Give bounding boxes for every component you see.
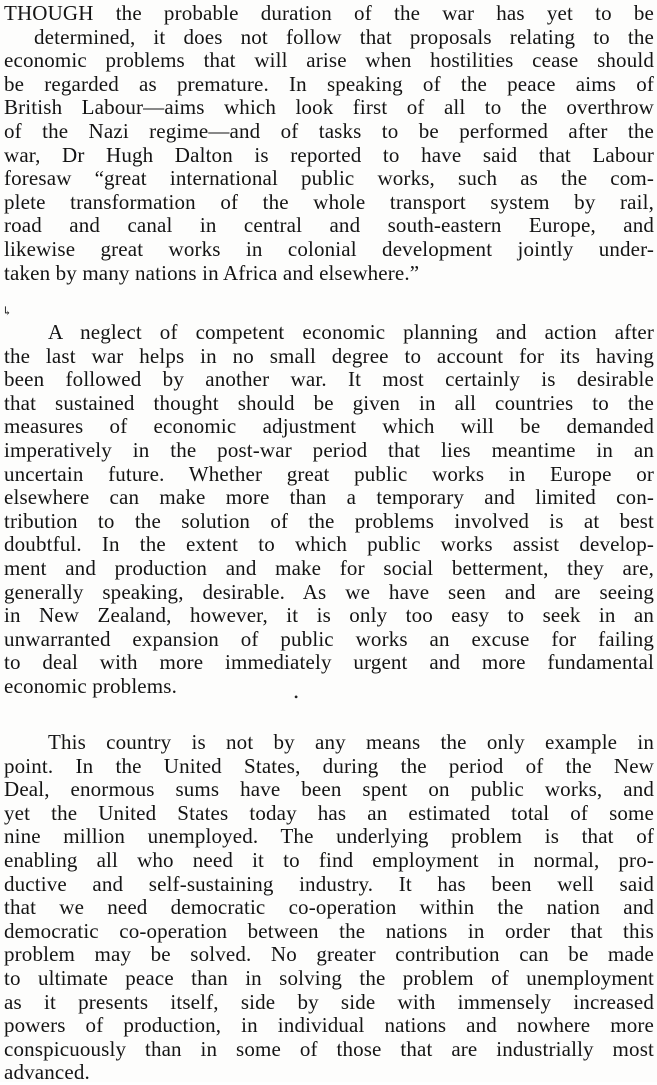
text-line: powers of production, in individual nations and nowhere more xyxy=(4,1013,654,1038)
text-line: foresaw “great international public works, such as the com- xyxy=(4,166,654,191)
text-line: yet the United States today has an estimated total of some xyxy=(4,800,654,825)
text-line: in New Zealand, however, it is only too easy to seek in an xyxy=(4,603,654,628)
text-line: enabling all who need it to find employment in normal, pro- xyxy=(4,847,654,872)
text-line: measures of economic adjustment which will be demanded xyxy=(4,414,654,439)
paragraph-2 xyxy=(4,321,654,699)
paragraph-3 xyxy=(4,731,654,1085)
text-line: imperatively in the post-war period that lies meantime in an xyxy=(4,437,654,462)
text-line: uncertain future. Whether great public works in Europe or xyxy=(4,461,654,486)
text-line: likewise great works in colonial development jointly under- xyxy=(4,236,654,261)
text-line: the last war helps in no small degree to account for its having xyxy=(4,343,654,368)
text-line: problem may be solved. No greater contribution can be made xyxy=(4,942,654,967)
text-line: This country is not by any means the only example in xyxy=(48,730,654,754)
text-line: as it presents itself, side by side with immensely increased xyxy=(4,989,654,1014)
text-line: economic problems. xyxy=(4,673,177,698)
text-line: been followed by another war. It most certainly is desirable xyxy=(4,367,654,392)
text-line: that sustained thought should be given in all countries to the xyxy=(4,390,654,415)
text-line: Deal, enormous sums have been spent on public works, and xyxy=(4,777,654,802)
text-line: THOUGH the probable duration of the war has yet to be xyxy=(4,1,654,25)
text-line: taken by many nations in Africa and elsewhere.” xyxy=(4,260,420,285)
text-line: economic problems that will arise when hostilities cease should xyxy=(4,48,654,73)
text-line: to deal with more immediately urgent and more fundamental xyxy=(4,650,654,675)
text-line: plete transformation of the whole transport system by rail, xyxy=(4,189,654,214)
text-line: British Labour—aims which look first of all to the overthrow xyxy=(4,95,654,120)
text-line: unwarranted expansion of public works an excuse for failing xyxy=(4,626,654,651)
print-speck: • xyxy=(294,690,299,704)
text-line: elsewhere can make more than a temporary and limited con- xyxy=(4,485,654,510)
text-line: generally speaking, desirable. As we have seen and are seeing xyxy=(4,579,654,604)
text-line: tribution to the solution of the problems involved is at best xyxy=(4,508,654,533)
text-line: A neglect of competent economic planning and action after xyxy=(48,320,654,344)
text-line: ment and production and make for social betterment, they are, xyxy=(4,555,654,580)
text-line: democratic co-operation between the nations in order that this xyxy=(4,918,654,943)
print-speck: ↳ xyxy=(2,304,13,318)
text-line: advanced. xyxy=(4,1060,90,1085)
text-line: of the Nazi regime—and of tasks to be performed after the xyxy=(4,118,654,143)
text-line: to ultimate peace than in solving the problem of unemployment xyxy=(4,965,654,990)
text-line: ductive and self-sustaining industry. It has been well said xyxy=(4,871,654,896)
text-line: doubtful. In the extent to which public works assist develop- xyxy=(4,532,654,557)
text-line: be regarded as premature. In speaking of the peace aims of xyxy=(4,71,654,96)
text-line: determined, it does not follow that proposals relating to the xyxy=(34,24,654,49)
text-line: war, Dr Hugh Dalton is reported to have said that Labour xyxy=(4,142,654,167)
text-line: point. In the United States, during the period of the New xyxy=(4,753,654,778)
text-line: conspicuously than in some of those that are industrially most xyxy=(4,1036,654,1061)
text-line: road and canal in central and south-eastern Europe, and xyxy=(4,213,654,238)
text-line: nine million unemployed. The underlying problem is that of xyxy=(4,824,654,849)
text-line: that we need democratic co-operation within the nation and xyxy=(4,895,654,920)
paragraph-1 xyxy=(4,2,654,285)
